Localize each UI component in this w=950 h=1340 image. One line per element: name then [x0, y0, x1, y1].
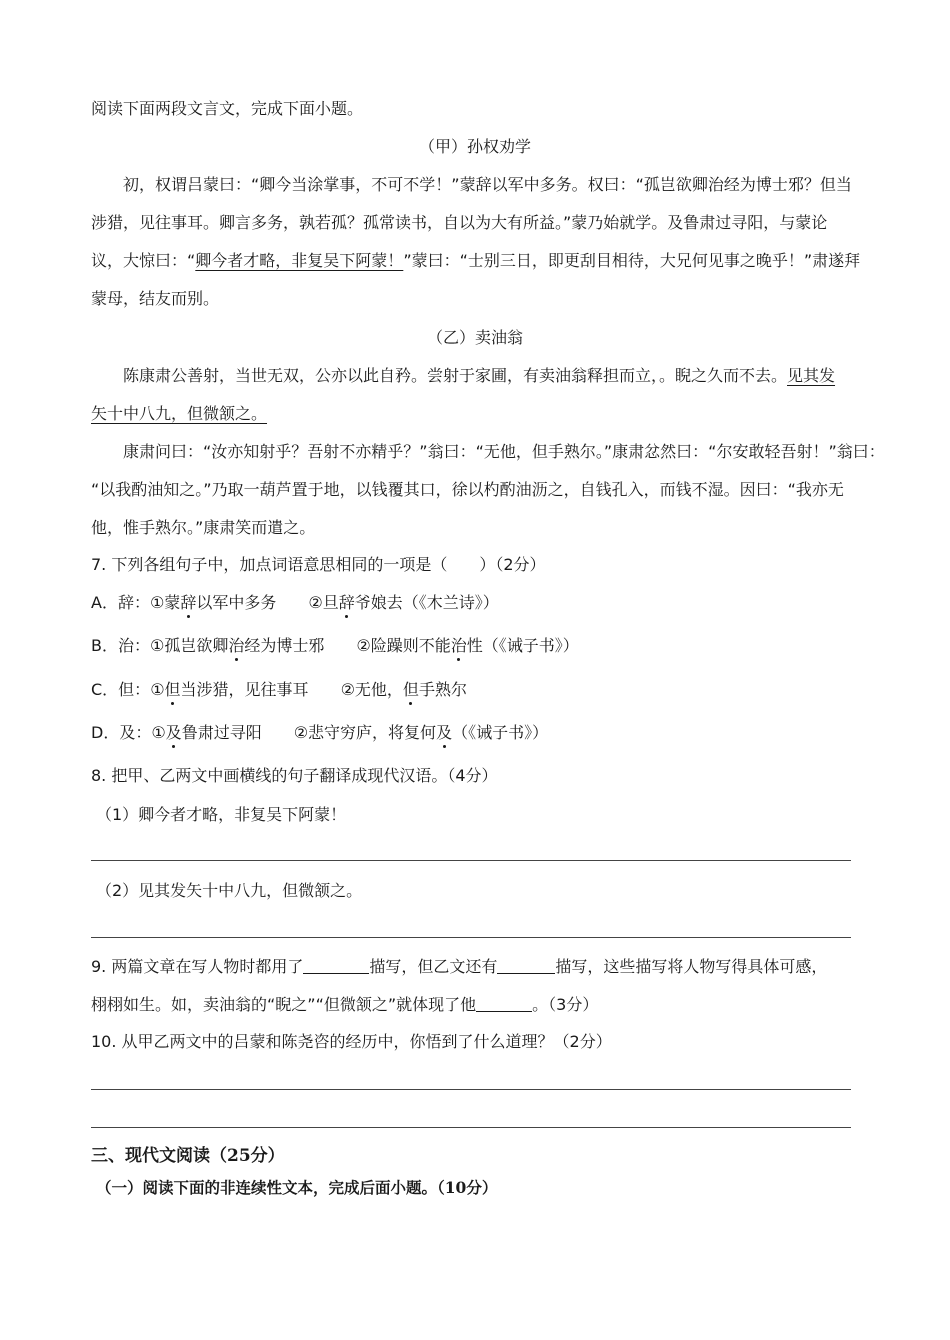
dotted-char: 辞 [338, 593, 355, 612]
passage-b-line: 陈康肃公善射，当世无双，公亦以此自矜。尝射于家圃，有卖油翁释担而立，。睨之久而不去。见其发 [123, 366, 836, 385]
passage-b-line: 康肃问曰：“汝亦知射乎？吾射不亦精乎？”翁曰：“无他，但手熟尔。”康肃忿然曰：“尔安敢轻吾射！”翁曰： [123, 442, 885, 461]
answer-line[interactable] [91, 937, 851, 938]
underlined-sentence-2-cont: 矢十中八九，但微颔之。 [91, 404, 268, 423]
passage-a-line: 涉猎，见往事耳。卿言多务，孰若孤？孤常读书，自以为大有所益。”蒙乃始就学。及鲁肃过寻阳，与蒙论 [91, 213, 828, 232]
question-10-stem: 10. 从甲乙两文中的吕蒙和陈尧咨的经历中，你悟到了什么道理？（2分） [91, 1032, 612, 1051]
answer-line[interactable] [91, 860, 851, 861]
dotted-char: 但 [164, 680, 181, 699]
fill-blank[interactable] [497, 957, 555, 974]
passage-a-line: 议，大惊曰：“卿今者才略，非复吴下阿蒙！”蒙曰：“士别三日，即更刮目相待，大兄何见事之晚乎！”肃遂拜 [91, 251, 861, 270]
fill-blank[interactable] [476, 995, 532, 1012]
q7-option-a: A．辞：①蒙辞以军中多务 ②旦辞爷娘去（《木兰诗》） [91, 593, 499, 612]
passage-a-line: 初，权谓吕蒙曰：“卿今当涂掌事，不可不学！”蒙辞以军中多务。权曰：“孤岂欲卿治经为博士邪？但当 [123, 175, 852, 194]
question-7-stem: 7. 下列各组句子中，加点词语意思相同的一项是（ ）（2分） [91, 555, 546, 574]
q8-sentence-1: （1）卿今者才略，非复吴下阿蒙！ [96, 805, 347, 824]
q7-option-d: D．及：①及鲁肃过寻阳 ②悲守穷庐，将复何及（《诫子书》） [91, 723, 549, 742]
section-3-subtitle: （一）阅读下面的非连续性文本，完成后面小题。（10分） [96, 1178, 498, 1197]
passage-a-line: 蒙母，结友而别。 [91, 289, 220, 308]
dotted-char: 治 [228, 636, 245, 655]
dotted-char: 及 [436, 723, 453, 742]
question-8-stem: 8. 把甲、乙两文中画横线的句子翻译成现代汉语。（4分） [91, 766, 498, 785]
reading-instruction: 阅读下面两段文言文，完成下面小题。 [91, 99, 364, 118]
underlined-sentence-1: 卿今者才略，非复吴下阿蒙！ [195, 251, 404, 270]
answer-line[interactable] [91, 1089, 851, 1090]
section-3-title: 三、现代文阅读（25分） [91, 1146, 285, 1166]
passage-a-title: （甲）孙权劝学 [418, 137, 531, 156]
underlined-sentence-2: 见其发 [787, 366, 836, 385]
dotted-char: 及 [165, 723, 182, 742]
answer-line[interactable] [91, 1127, 851, 1128]
dotted-char: 辞 [180, 593, 197, 612]
passage-b-line: “以我酌油知之。”乃取一葫芦置于地，以钱覆其口，徐以杓酌油沥之，自钱孔入，而钱不湿。因曰：“我亦无 [91, 480, 844, 499]
passage-b-title: （乙）卖油翁 [426, 328, 523, 347]
question-9-line: 9. 两篇文章在写人物时都用了 描写，但乙文还有 描写，这些描写将人物写得具体可感， [91, 957, 828, 976]
dotted-char: 但 [402, 680, 419, 699]
q7-option-c: C．但：①但当涉猎，见往事耳 ②无他，但手熟尔 [91, 680, 467, 699]
passage-b-line: 他，惟手熟尔。”康肃笑而遣之。 [91, 518, 316, 537]
fill-blank[interactable] [303, 957, 369, 974]
q7-option-b: B．治：①孤岂欲卿治经为博士邪 ②险躁则不能治性（《诫子书》） [91, 636, 579, 655]
passage-b-line [91, 403, 267, 425]
q8-sentence-2: （2）见其发矢十中八九，但微颔之。 [96, 881, 363, 900]
question-9-line: 栩栩如生。如，卖油翁的“睨之”“但微颔之”就体现了他 。（3分） [91, 995, 599, 1014]
dotted-char: 治 [450, 636, 467, 655]
